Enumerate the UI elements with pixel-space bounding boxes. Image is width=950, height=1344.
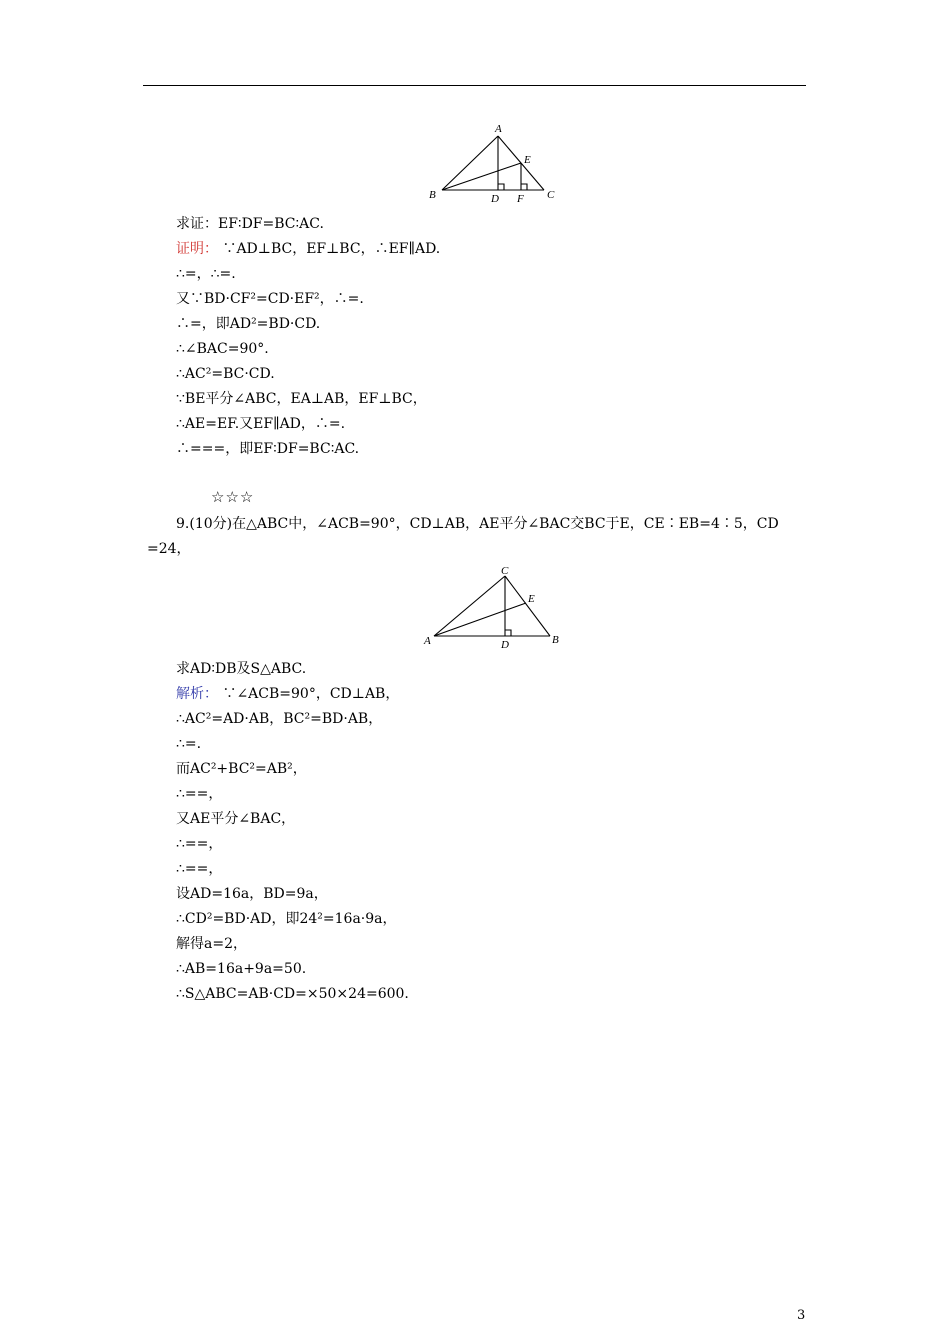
solution-label: 解析：: [176, 686, 218, 702]
problem-9-line-2: =24，: [147, 541, 191, 557]
solution-step: ∴==，: [176, 836, 223, 852]
solution-step: 而AC²+BC²=AB²，: [176, 761, 307, 777]
figure-triangle-abc-2: [418, 562, 568, 654]
ask-statement: 求AD∶DB及S△ABC.: [176, 661, 307, 677]
proof-step: ∴AC²=BC·CD.: [176, 366, 275, 382]
proof-step: ∴AE=EF.又EF∥AD，∴=.: [176, 416, 346, 432]
problem-9-line-1: 9.(10分)在△ABC中，∠ACB=90°，CD⊥AB，AE平分∠BAC交BC于E，CE∶EB=4∶5，CD: [176, 516, 779, 532]
proof-step: ∴=，即AD²=BD·CD.: [176, 316, 321, 332]
label-b: B: [552, 634, 559, 646]
solution-step: ∴AC²=AD·AB，BC²=BD·AB，: [176, 711, 383, 727]
label-a: A: [495, 123, 502, 135]
solution-first: ∵∠ACB=90°，CD⊥AB，: [218, 686, 400, 702]
solution-step: ∴CD²=BD·AD，即24²=16a·9a，: [176, 911, 397, 927]
proof-first: ∵AD⊥BC，EF⊥BC，∴EF∥AD.: [218, 241, 441, 257]
solution-step: ∴==，: [176, 786, 223, 802]
proof-step: ∴∠BAC=90°.: [176, 341, 269, 357]
label-b: B: [429, 189, 436, 201]
label-f: F: [517, 193, 524, 205]
solution-step: ∴S△ABC=AB·CD=×50×24=600.: [176, 986, 409, 1002]
label-c: C: [547, 189, 555, 201]
label-d: D: [501, 639, 509, 651]
solution-step: ∴=.: [176, 736, 202, 752]
page-number: 3: [797, 1308, 806, 1323]
proof-step: ∴===，即EF∶DF=BC∶AC.: [176, 441, 360, 457]
label-e: E: [528, 593, 535, 605]
solution-step: 又AE平分∠BAC，: [176, 811, 296, 827]
proof-step: 又∵BD·CF²=CD·EF²，∴=.: [176, 291, 364, 307]
label-e: E: [524, 154, 531, 166]
proof-label: 证明：: [176, 241, 218, 257]
label-d: D: [491, 193, 499, 205]
solution-step: ∴AB=16a+9a=50.: [176, 961, 307, 977]
label-c: C: [501, 565, 509, 577]
header-rule: [143, 85, 806, 86]
solution-step: ∴==，: [176, 861, 223, 877]
figure-triangle-abc-1: [420, 120, 570, 208]
section-stars: ☆☆☆: [211, 488, 255, 506]
solution-step: 设AD=16a，BD=9a，: [176, 886, 328, 902]
solution-line-1: [176, 684, 399, 704]
proof-step: ∴=，∴=.: [176, 266, 236, 282]
proof-line-1: [176, 239, 440, 259]
prove-statement: 求证：EF∶DF=BC∶AC.: [176, 216, 324, 232]
solution-step: 解得a=2，: [176, 936, 247, 952]
proof-step: ∵BE平分∠ABC，EA⊥AB，EF⊥BC，: [176, 391, 427, 407]
label-a: A: [424, 635, 431, 647]
